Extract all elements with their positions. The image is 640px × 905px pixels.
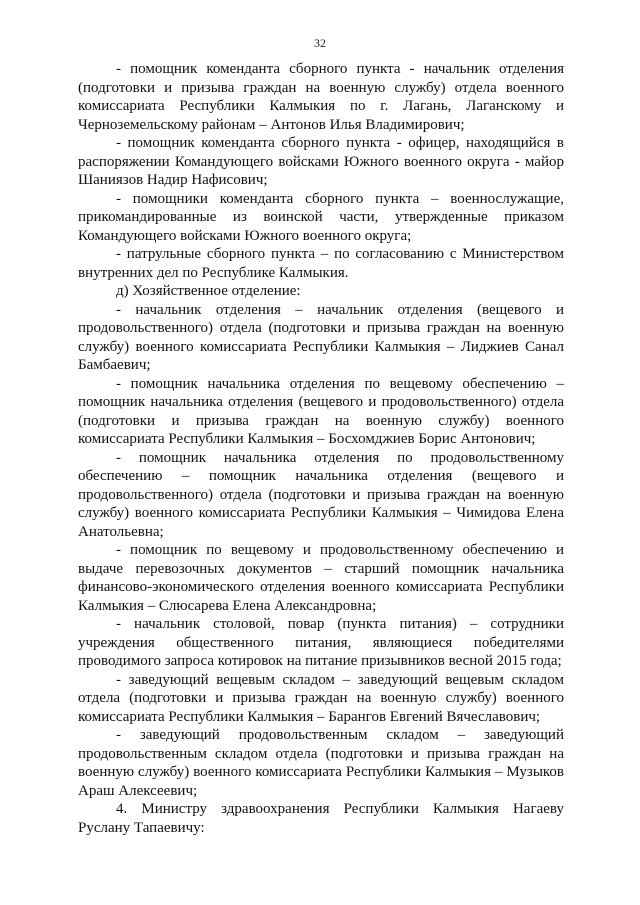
paragraph-food-assistant: - помощник начальника отделения по продовольственному обеспечению – помощник начальника отделения (вещевого и продовольственного) отдела (подготовки и призыва граждан на военную службу) военного комиссариата Республики Калмыкия – Чимидова Елена Анатольевна; [78,449,564,540]
paragraph-clothing-warehouse: - заведующий вещевым складом – заведующий вещевым складом отдела (подготовки и призыва граждан на военную службу) военного комиссариата Республики Калмыкия – Барангов Евгений Вячеславович; [78,671,564,725]
paragraph-health-minister: 4. Министру здравоохранения Республики Калмыкия Нагаеву Руслану Тапаевичу: [78,801,564,836]
section-heading-household: д) Хозяйственное отделение: [116,283,301,299]
paragraph-assistant-commandant-2: - помощник коменданта сборного пункта - офицер, находящийся в распоряжении Командующего войсками Южного военного округа - майор Шаниязов Надир Нафисович; [78,135,564,188]
paragraph-clothing-assistant: - помощник начальника отделения по вещевому обеспечению – помощник начальника отделения (вещевого и продовольственного) отдела (подготовки и призыва граждан на военную службу) военного комиссариата Республики Калмыкия – Босхомджиев Борис Антонович; [78,375,564,447]
paragraph-assistant-commandants: - помощники коменданта сборного пункта – военнослужащие, прикомандированные из воинской части, утвержденные приказом Командующего войсками Южного военного округа; [78,190,564,244]
paragraph-canteen-head: - начальник столовой, повар (пункта питания) – сотрудники учреждения общественного питания, являющиеся победителями проводимого запроса котировок на питание призывников весной 2015 года; [78,616,564,669]
paragraph-patrol: - патрульные сборного пункта – по согласованию с Министерством внутренних дел по Республике Калмыкия. [78,246,564,281]
paragraph-assistant-commandant-1: - помощник коменданта сборного пункта - начальник отделения (подготовки и призыва граждан на военную службу) отдела военного комиссариата Республики Калмыкия по г. Лагань, Лаганскому и Черноземельскому районам – Антонов Илья Владимирович; [78,61,564,133]
paragraph-department-head: - начальник отделения – начальник отделения (вещевого и продовольственного) отдела (подготовки и призыва граждан на военную службу) военного комиссариата Республики Калмыкия – Лиджиев Санал Бамбаевич; [78,301,564,373]
page-number: 32 [314,36,326,50]
paragraph-transport-documents: - помощник по вещевому и продовольственному обеспечению и выдаче перевозочных документов – старший помощник начальника финансово-экономического отделения военного комиссариата Республики Калмыкия – Слюсарева Елена Александровна; [78,542,564,614]
paragraph-food-warehouse: - заведующий продовольственным складом – заведующий продовольственным складом отдела (подготовки и призыва граждан на военную службу) военного комиссариата Республики Калмыкия – Музыков Араш Алексеевич; [78,727,564,799]
document-body [78,60,564,837]
